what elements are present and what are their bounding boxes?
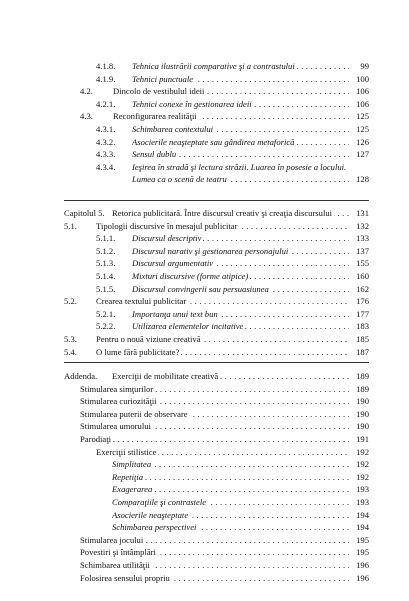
toc-entry-title: Comparaţiile şi contrastele . . .	[112, 496, 349, 509]
toc-entry-number: 5.1.2.	[96, 245, 116, 256]
toc-entry-number: 5.1.1.	[96, 233, 116, 244]
toc-entry	[0, 110, 409, 123]
toc-entry-number: 5.2.1.	[96, 308, 116, 319]
toc-entry-page: 192	[356, 446, 369, 457]
toc-entry-number: 5.1.5.	[96, 283, 116, 294]
toc-entry-title: Asocierile neaşteptate . . .	[112, 509, 349, 522]
toc-entry	[0, 395, 409, 408]
toc-entry-title: Retorica publicitară. Între discursul creativ şi creaţia discursului . . .	[112, 207, 349, 220]
toc-entry-number: 4.2.1.	[96, 98, 116, 109]
toc-entry-page: 162	[356, 283, 369, 294]
toc-entry	[0, 408, 409, 421]
divider-bottom	[64, 362, 369, 363]
toc-entry-number: 5.2.2.	[96, 321, 116, 332]
toc-section-4	[0, 60, 409, 186]
toc-entry-number: 5.3.	[64, 333, 77, 344]
toc-entry-page: 195	[356, 547, 369, 558]
toc-entry-page: 185	[356, 333, 369, 344]
toc-entry-title: Crearea textului publicitar . . .	[96, 295, 349, 308]
toc-entry	[0, 232, 409, 245]
toc-entry-title: Discursul descriptiv . . .	[132, 232, 349, 245]
toc-entry-page: 194	[356, 522, 369, 533]
toc-chapter-5	[0, 207, 409, 358]
toc-entry-page: 189	[356, 371, 369, 381]
toc-entry-title: Stimularea simţurilor . . .	[80, 383, 349, 396]
toc-entry	[0, 483, 409, 496]
toc-entry-title: Schimbarea contextului . . .	[132, 123, 349, 136]
toc-entry	[0, 98, 409, 111]
toc-entry	[0, 60, 409, 73]
toc-entry-page: 125	[356, 123, 369, 134]
toc-entry-page: 176	[356, 296, 369, 307]
toc-entry-page: 106	[356, 98, 369, 109]
toc-entry-number: 4.1.8.	[96, 61, 116, 71]
toc-entry-title: Importanţa unui text bun . . .	[132, 308, 349, 321]
toc-entry-page: 127	[356, 149, 369, 160]
toc-entry-page: 125	[356, 111, 369, 122]
toc-entry	[0, 161, 409, 174]
toc-entry-title: Tipologii discursive în mesajul publicitar . . .	[96, 220, 349, 233]
toc-entry-page: 137	[356, 245, 369, 256]
toc-entry	[0, 446, 409, 459]
toc-entry	[0, 173, 409, 186]
divider-top	[64, 200, 369, 201]
toc-entry-number: 5.1.4.	[96, 270, 116, 281]
toc-entry-page: 190	[356, 396, 369, 407]
toc-entry	[0, 559, 409, 572]
toc-entry-title: Povestiri şi întâmplări . . .	[80, 546, 349, 559]
toc-entry	[0, 295, 409, 308]
toc-entry-title: Asocierile neaşteptate sau gândirea metaforică . . .	[132, 136, 349, 149]
toc-entry-title: Schimbarea utilităţii . . .	[80, 559, 349, 572]
toc-entry-title: Utilizarea elementelor incitative . . .	[132, 320, 349, 333]
toc-entry	[0, 433, 409, 446]
toc-entry	[0, 73, 409, 86]
toc-entry-title: Discursul argumentativ . . .	[132, 257, 349, 270]
toc-entry-title: Pentru o nouă viziune creativă . . .	[96, 333, 349, 346]
toc-entry-number: 5.1.3.	[96, 258, 116, 269]
toc-entry-title: Simplitatea . . .	[112, 458, 349, 471]
toc-entry-page: 100	[356, 73, 369, 84]
toc-entry	[0, 420, 409, 433]
toc-entry-number: 4.3.4.	[96, 161, 116, 172]
toc-entry-page: 190	[356, 421, 369, 432]
toc-entry	[0, 270, 409, 283]
toc-entry	[0, 220, 409, 233]
toc-entry	[0, 572, 409, 585]
toc-entry-page: 196	[356, 572, 369, 583]
toc-entry	[0, 509, 409, 522]
toc-entry-number: 4.3.1.	[96, 123, 116, 134]
toc-entry-title: Discursul narativ şi gestionarea personajului . . .	[132, 245, 349, 258]
toc-entry	[0, 496, 409, 509]
toc-entry-title: Exagerarea . . .	[112, 483, 349, 496]
toc-entry-page: 131	[356, 208, 369, 218]
toc-entry-number: 5.2.	[64, 296, 77, 307]
toc-entry	[0, 320, 409, 333]
toc-entry-page: 177	[356, 308, 369, 319]
toc-entry-page: 106	[356, 86, 369, 97]
toc-entry-page: 99	[360, 61, 369, 71]
toc-entry-number: 4.3.	[80, 111, 93, 122]
toc-entry	[0, 370, 409, 383]
toc-entry-page: 196	[356, 559, 369, 570]
toc-entry	[0, 333, 409, 346]
toc-entry-title: Tehnici punctuale . . .	[132, 73, 349, 86]
toc-entry	[0, 521, 409, 534]
toc-entry-title: Stimularea curiozităţii . . .	[80, 395, 349, 408]
toc-entry-page: 126	[356, 136, 369, 147]
toc-entry-page: 155	[356, 258, 369, 269]
toc-entry-page: 189	[356, 383, 369, 394]
toc-entry-title: Sensul dublu . . .	[132, 148, 349, 161]
toc-entry-title: Stimularea puterii de observare . . .	[80, 408, 349, 421]
toc-entry-page: 190	[356, 408, 369, 419]
toc-addenda	[0, 370, 409, 584]
toc-entry-page: 192	[356, 459, 369, 470]
toc-entry-number: Addenda.	[64, 371, 98, 381]
toc-entry-page: 160	[356, 270, 369, 281]
toc-entry-page: 133	[356, 233, 369, 244]
toc-entry	[0, 207, 409, 220]
toc-entry-title: Reconfigurarea realităţii . . .	[113, 110, 349, 123]
toc-entry-page: 191	[356, 433, 369, 444]
toc-entry-page: 193	[356, 484, 369, 495]
toc-entry-page: 194	[356, 509, 369, 520]
toc-entry-title: Tehnica ilustrării comparative şi a contrastului . . .	[132, 60, 349, 73]
toc-entry-number: 4.2.	[80, 86, 93, 97]
toc-entry	[0, 257, 409, 270]
toc-entry	[0, 245, 409, 258]
toc-entry-title: Folosirea sensului propriu . . .	[80, 572, 349, 585]
toc-entry-title: Exerciţii stilistice . . .	[96, 446, 349, 459]
toc-entry-page: 187	[356, 346, 369, 357]
toc-entry-title: Mixturi discursive (forme atipice) . . .	[132, 270, 349, 283]
toc-entry-page: 183	[356, 321, 369, 332]
toc-entry	[0, 123, 409, 136]
toc-entry	[0, 458, 409, 471]
toc-entry-title: Schimbarea perspectivei . . .	[112, 521, 349, 534]
toc-entry-title: Stimularea umorului . . .	[80, 420, 349, 433]
toc-entry-title: Discursul convingerii sau persuasiunea . . .	[132, 283, 349, 296]
toc-entry	[0, 308, 409, 321]
toc-entry-title: O lume fără publicitate? . . .	[96, 346, 349, 359]
toc-entry-title: Tehnici conexe în gestionarea ideii . . .	[132, 98, 349, 111]
toc-entry-title: Lumea ca o scenă de teatru . . .	[132, 173, 349, 186]
toc-entry-title: Dincolo de vestibulul ideii . . .	[113, 85, 349, 98]
toc-entry-page: 195	[356, 534, 369, 545]
toc-entry-title: Ieşirea în stradă şi lectura străzii. Luarea în posesie a locului.	[132, 161, 347, 172]
toc-entry-page: 193	[356, 496, 369, 507]
toc-entry-title: Parodiaţi . . .	[80, 433, 349, 446]
toc-entry	[0, 283, 409, 296]
toc-entry	[0, 148, 409, 161]
toc-entry	[0, 136, 409, 149]
toc-entry	[0, 346, 409, 359]
toc-entry-page: 192	[356, 471, 369, 482]
toc-entry	[0, 383, 409, 396]
toc-entry	[0, 471, 409, 484]
toc-entry-number: 5.1.	[64, 220, 77, 231]
toc-entry	[0, 546, 409, 559]
toc-entry-number: 5.4.	[64, 346, 77, 357]
toc-entry-page: 128	[356, 174, 369, 185]
toc-entry-title: Exerciţii de mobilitate creativă . . .	[112, 370, 349, 383]
toc-entry-number: Capitolul 5.	[64, 208, 105, 218]
toc-entry	[0, 534, 409, 547]
toc-entry-title: Repetiţia . . .	[112, 471, 349, 484]
toc-entry	[0, 85, 409, 98]
toc-entry-number: 4.3.2.	[96, 136, 116, 147]
toc-entry-number: 4.1.9.	[96, 73, 116, 84]
toc-entry-page: 132	[356, 220, 369, 231]
toc-entry-number: 4.3.3.	[96, 149, 116, 160]
toc-entry-title: Stimularea jocului . . .	[80, 534, 349, 547]
